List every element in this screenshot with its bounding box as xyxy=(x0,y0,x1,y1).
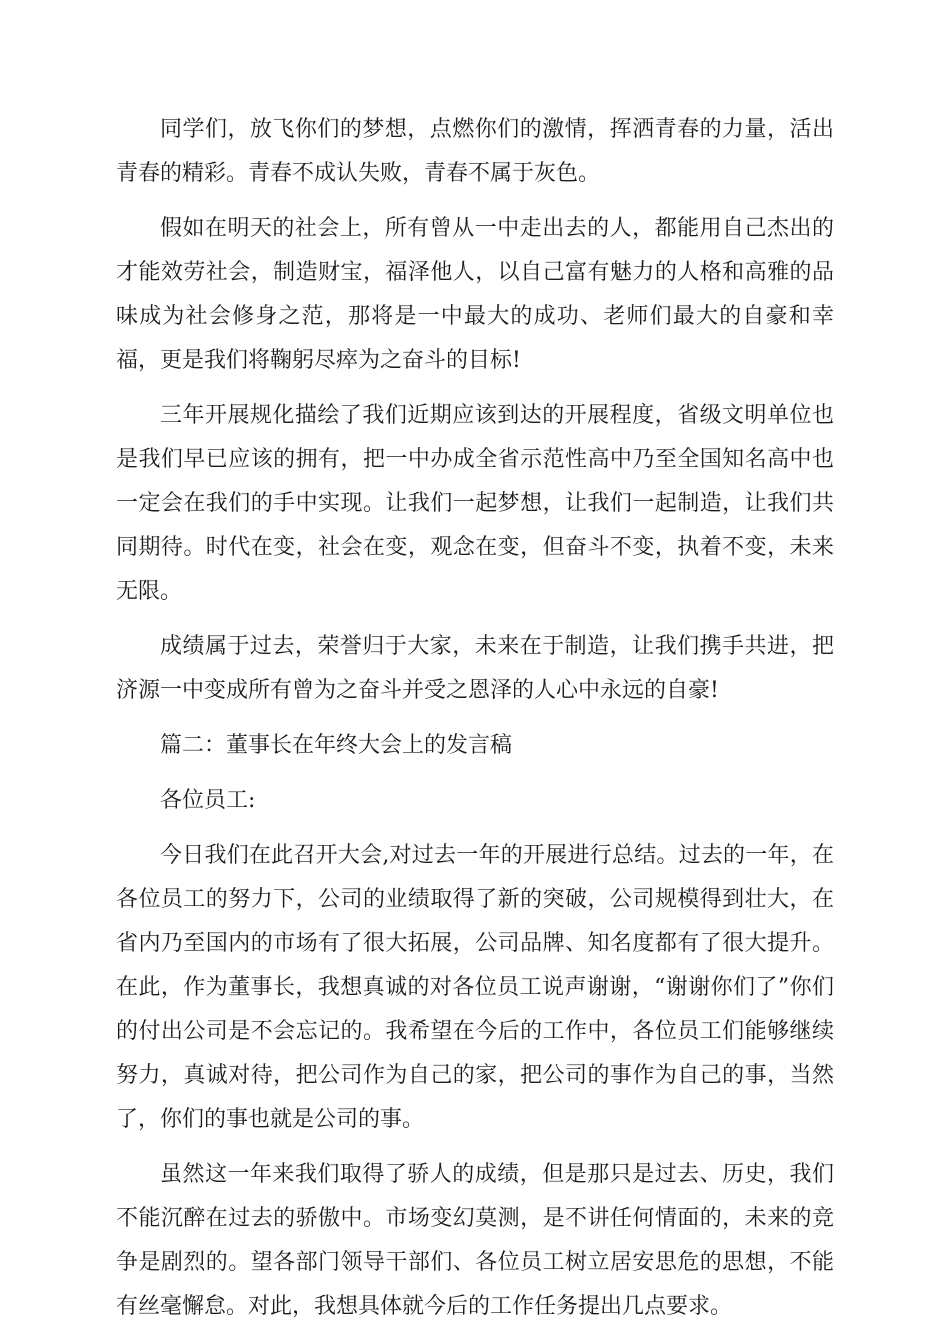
paragraph-future-success: 假如在明天的社会上，所有曾从一中走出去的人，都能用自己杰出的才能效劳社会，制造财宝，福泽他人，以自己富有魅力的人格和高雅的品味成为社会修身之范，那将是一中最大的成功、老师们最大的自豪和幸福，更是我们将鞠躬尽瘁为之奋斗的目标! xyxy=(116,216,834,373)
salutation: 各位员工: xyxy=(160,788,256,813)
paragraph-achievements: 成绩属于过去，荣誉归于大家，未来在于制造，让我们携手共进，把济源一中变成所有曾为之奋斗并受之恩泽的人心中永远的自豪! xyxy=(116,634,834,703)
paragraph-future-tasks: 虽然这一年来我们取得了骄人的成绩，但是那只是过去、历史，我们不能沉醉在过去的骄傲中。市场变幻莫测，是不讲任何情面的，未来的竞争是剧烈的。望各部门领导干部们、各位员工树立居安思危的思想，不能有丝毫懈怠。对此，我想具体就今后的工作任务提出几点要求。 xyxy=(116,1162,834,1319)
paragraph-youth-dreams: 同学们，放飞你们的梦想，点燃你们的激情，挥洒青春的力量，活出青春的精彩。青春不成认失败，青春不属于灰色。 xyxy=(116,117,834,186)
paragraph-three-year-plan: 三年开展规化描绘了我们近期应该到达的开展程度，省级文明单位也是我们早已应该的拥有，把一中办成全省示范性高中乃至全国知名高中也一定会在我们的手中实现。让我们一起梦想，让我们一起制造，让我们共同期待。时代在变，社会在变，观念在变，但奋斗不变，执着不变，未来无限。 xyxy=(116,403,834,604)
section-heading: 篇二：董事长在年终大会上的发言稿 xyxy=(160,733,513,758)
paragraph-annual-review: 今日我们在此召开大会,对过去一年的开展进行总结。过去的一年，在各位员工的努力下，公司的业绩取得了新的突破，公司规模得到壮大，在省内乃至国内的市场有了很大拓展，公司品牌、知名度都有了很大提升。在此，作为董事长，我想真诚的对各位员工说声谢谢，“谢谢你们了”你们的付出公司是不会忘记的。我希望在今后的工作中，各位员工们能够继续努力，真诚对待，把公司作为自己的家，把公司的事作为自己的事，当然了，你们的事也就是公司的事。 xyxy=(116,843,834,1132)
document-body xyxy=(116,108,834,1340)
